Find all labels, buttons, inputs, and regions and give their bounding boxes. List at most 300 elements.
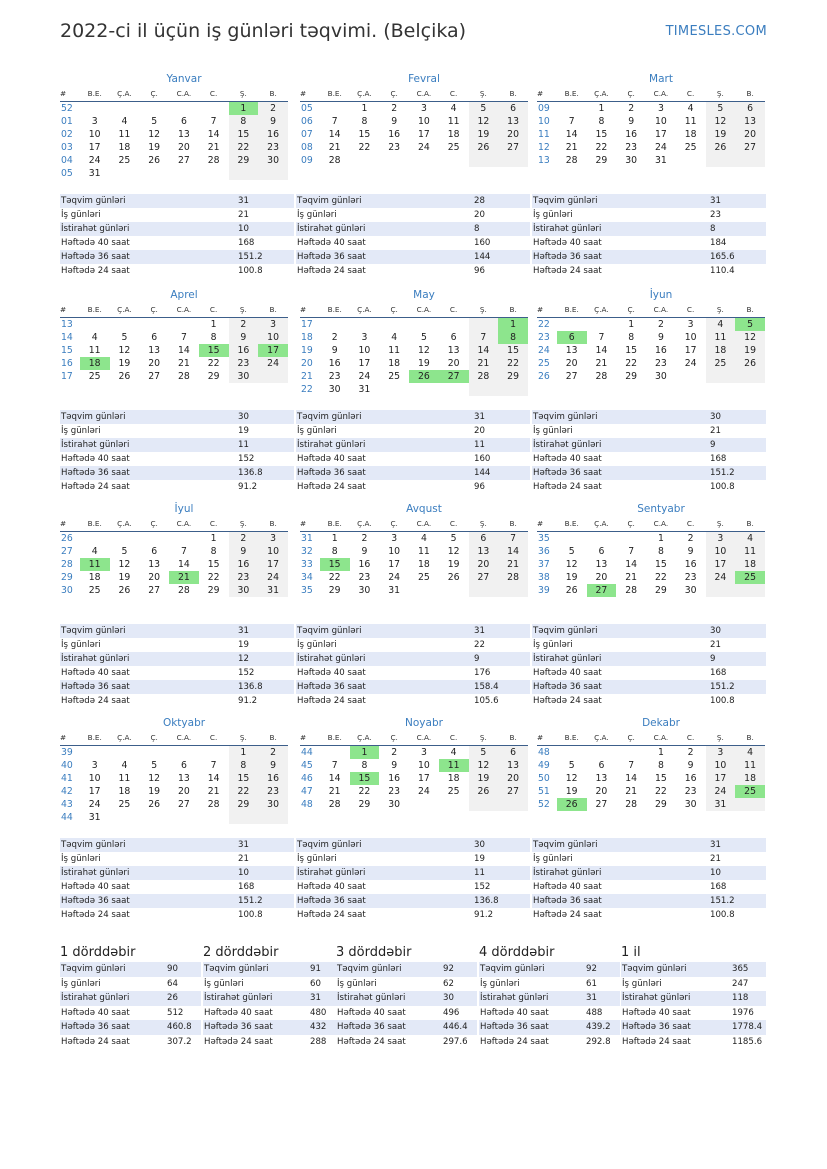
day-cell[interactable]: 19 <box>469 128 499 141</box>
day-cell[interactable]: 6 <box>450 332 457 343</box>
day-cell[interactable]: 30 <box>654 371 667 382</box>
day-cell[interactable]: 6 <box>151 546 158 557</box>
day-cell[interactable]: 30 <box>684 585 697 596</box>
day-cell[interactable]: 29 <box>229 798 259 811</box>
day-cell[interactable]: 18 <box>388 358 401 369</box>
day-cell[interactable]: 17 <box>706 772 736 785</box>
day-cell[interactable]: 10 <box>258 545 288 558</box>
day-cell[interactable]: 6 <box>557 331 587 344</box>
day-cell[interactable]: 6 <box>598 546 605 557</box>
day-cell[interactable]: 13 <box>595 559 608 570</box>
day-cell[interactable]: 4 <box>121 760 128 771</box>
day-cell[interactable]: 11 <box>80 558 110 571</box>
day-cell[interactable]: 28 <box>595 371 608 382</box>
day-cell[interactable]: 13 <box>148 345 161 356</box>
day-cell[interactable]: 1 <box>229 102 259 115</box>
day-cell[interactable]: 9 <box>361 546 368 557</box>
day-cell[interactable]: 2 <box>391 103 398 114</box>
day-cell[interactable]: 29 <box>625 371 638 382</box>
day-cell[interactable]: 26 <box>409 370 439 383</box>
day-cell[interactable]: 15 <box>654 559 667 570</box>
day-cell[interactable]: 20 <box>565 358 578 369</box>
day-cell[interactable]: 17 <box>706 558 736 571</box>
day-cell[interactable]: 3 <box>657 103 664 114</box>
day-cell[interactable]: 31 <box>358 384 371 395</box>
day-cell[interactable]: 21 <box>469 357 499 370</box>
day-cell[interactable]: 30 <box>229 370 259 383</box>
day-cell[interactable]: 21 <box>328 786 341 797</box>
day-cell[interactable]: 7 <box>180 546 187 557</box>
day-cell[interactable]: 12 <box>706 115 736 128</box>
day-cell[interactable]: 25 <box>118 155 131 166</box>
day-cell[interactable]: 23 <box>328 371 341 382</box>
day-cell[interactable]: 25 <box>735 571 765 584</box>
day-cell[interactable]: 5 <box>420 332 427 343</box>
day-cell[interactable]: 21 <box>595 358 608 369</box>
day-cell[interactable]: 18 <box>417 559 430 570</box>
day-cell[interactable]: 26 <box>447 572 460 583</box>
day-cell[interactable]: 2 <box>657 319 664 330</box>
day-cell[interactable]: 30 <box>258 154 288 167</box>
day-cell[interactable]: 3 <box>391 533 398 544</box>
day-cell[interactable]: 20 <box>177 786 190 797</box>
day-cell[interactable]: 25 <box>417 572 430 583</box>
day-cell[interactable]: 20 <box>735 128 765 141</box>
day-cell[interactable]: 3 <box>91 760 98 771</box>
day-cell[interactable]: 18 <box>80 357 110 370</box>
day-cell[interactable]: 4 <box>91 546 98 557</box>
day-cell[interactable]: 22 <box>654 572 667 583</box>
day-cell[interactable]: 24 <box>417 786 430 797</box>
day-cell[interactable]: 22 <box>625 358 638 369</box>
day-cell[interactable]: 19 <box>118 358 131 369</box>
day-cell[interactable]: 26 <box>706 141 736 154</box>
day-cell[interactable]: 24 <box>258 571 288 584</box>
day-cell[interactable]: 2 <box>229 318 259 331</box>
day-cell[interactable]: 15 <box>229 128 259 141</box>
day-cell[interactable]: 31 <box>654 155 667 166</box>
day-cell[interactable]: 28 <box>565 155 578 166</box>
day-cell[interactable]: 29 <box>654 585 667 596</box>
day-cell[interactable]: 21 <box>207 142 220 153</box>
day-cell[interactable]: 7 <box>628 760 635 771</box>
day-cell[interactable]: 27 <box>148 371 161 382</box>
day-cell[interactable]: 22 <box>358 142 371 153</box>
day-cell[interactable]: 12 <box>469 115 499 128</box>
day-cell[interactable]: 27 <box>177 155 190 166</box>
day-cell[interactable]: 30 <box>625 155 638 166</box>
day-cell[interactable]: 13 <box>177 129 190 140</box>
day-cell[interactable]: 13 <box>148 559 161 570</box>
day-cell[interactable]: 25 <box>88 585 101 596</box>
day-cell[interactable]: 19 <box>148 786 161 797</box>
day-cell[interactable]: 28 <box>328 155 341 166</box>
day-cell[interactable]: 2 <box>258 746 288 759</box>
day-cell[interactable]: 10 <box>706 759 736 772</box>
day-cell[interactable]: 1 <box>361 103 368 114</box>
day-cell[interactable]: 28 <box>207 155 220 166</box>
day-cell[interactable]: 7 <box>210 116 217 127</box>
day-cell[interactable]: 27 <box>148 585 161 596</box>
day-cell[interactable]: 11 <box>735 759 765 772</box>
day-cell[interactable]: 10 <box>417 760 430 771</box>
day-cell[interactable]: 25 <box>735 785 765 798</box>
day-cell[interactable]: 16 <box>388 773 401 784</box>
day-cell[interactable]: 5 <box>735 318 765 331</box>
day-cell[interactable]: 9 <box>687 546 694 557</box>
day-cell[interactable]: 7 <box>598 332 605 343</box>
day-cell[interactable]: 9 <box>258 115 288 128</box>
day-cell[interactable]: 9 <box>229 545 259 558</box>
day-cell[interactable]: 16 <box>328 358 341 369</box>
day-cell[interactable]: 18 <box>735 772 765 785</box>
day-cell[interactable]: 15 <box>320 558 350 571</box>
day-cell[interactable]: 12 <box>118 345 131 356</box>
day-cell[interactable]: 9 <box>331 345 338 356</box>
day-cell[interactable]: 3 <box>420 747 427 758</box>
day-cell[interactable]: 28 <box>625 585 638 596</box>
day-cell[interactable]: 19 <box>735 344 765 357</box>
day-cell[interactable]: 23 <box>258 785 288 798</box>
day-cell[interactable]: 31 <box>706 798 736 811</box>
day-cell[interactable]: 4 <box>420 533 427 544</box>
day-cell[interactable]: 10 <box>388 546 401 557</box>
day-cell[interactable]: 23 <box>654 358 667 369</box>
day-cell[interactable]: 5 <box>469 102 499 115</box>
day-cell[interactable]: 12 <box>469 759 499 772</box>
day-cell[interactable]: 10 <box>706 545 736 558</box>
day-cell[interactable]: 10 <box>358 345 371 356</box>
day-cell[interactable]: 17 <box>88 142 101 153</box>
day-cell[interactable]: 9 <box>391 760 398 771</box>
day-cell[interactable]: 12 <box>417 345 430 356</box>
day-cell[interactable]: 23 <box>229 571 259 584</box>
day-cell[interactable]: 28 <box>625 799 638 810</box>
day-cell[interactable]: 1 <box>331 533 338 544</box>
day-cell[interactable]: 6 <box>180 116 187 127</box>
day-cell[interactable]: 26 <box>118 585 131 596</box>
day-cell[interactable]: 7 <box>568 116 575 127</box>
day-cell[interactable]: 28 <box>207 799 220 810</box>
day-cell[interactable]: 19 <box>565 786 578 797</box>
day-cell[interactable]: 20 <box>595 572 608 583</box>
day-cell[interactable]: 8 <box>361 116 368 127</box>
day-cell[interactable]: 26 <box>735 357 765 370</box>
day-cell[interactable]: 27 <box>469 571 499 584</box>
day-cell[interactable]: 4 <box>735 746 765 759</box>
day-cell[interactable]: 13 <box>177 773 190 784</box>
day-cell[interactable]: 7 <box>180 332 187 343</box>
day-cell[interactable]: 3 <box>706 532 736 545</box>
day-cell[interactable]: 17 <box>417 129 430 140</box>
day-cell[interactable]: 23 <box>388 786 401 797</box>
day-cell[interactable]: 19 <box>565 572 578 583</box>
day-cell[interactable]: 28 <box>177 585 190 596</box>
day-cell[interactable]: 14 <box>207 129 220 140</box>
day-cell[interactable]: 27 <box>565 371 578 382</box>
day-cell[interactable]: 27 <box>439 370 469 383</box>
day-cell[interactable]: 8 <box>210 332 217 343</box>
day-cell[interactable]: 16 <box>388 129 401 140</box>
day-cell[interactable]: 26 <box>469 785 499 798</box>
day-cell[interactable]: 22 <box>229 785 259 798</box>
day-cell[interactable]: 18 <box>684 129 697 140</box>
day-cell[interactable]: 28 <box>328 799 341 810</box>
day-cell[interactable]: 5 <box>469 746 499 759</box>
day-cell[interactable]: 29 <box>654 799 667 810</box>
day-cell[interactable]: 1 <box>657 533 664 544</box>
day-cell[interactable]: 6 <box>180 760 187 771</box>
day-cell[interactable]: 3 <box>258 318 288 331</box>
day-cell[interactable]: 16 <box>358 559 371 570</box>
day-cell[interactable]: 27 <box>595 799 608 810</box>
day-cell[interactable]: 2 <box>361 533 368 544</box>
day-cell[interactable]: 10 <box>88 129 101 140</box>
day-cell[interactable]: 7 <box>331 760 338 771</box>
day-cell[interactable]: 6 <box>498 102 528 115</box>
day-cell[interactable]: 14 <box>207 773 220 784</box>
day-cell[interactable]: 12 <box>735 331 765 344</box>
day-cell[interactable]: 10 <box>88 773 101 784</box>
day-cell[interactable]: 4 <box>391 332 398 343</box>
day-cell[interactable]: 12 <box>118 559 131 570</box>
day-cell[interactable]: 19 <box>469 772 499 785</box>
day-cell[interactable]: 24 <box>258 357 288 370</box>
day-cell[interactable]: 4 <box>91 332 98 343</box>
day-cell[interactable]: 11 <box>735 545 765 558</box>
day-cell[interactable]: 14 <box>469 344 499 357</box>
day-cell[interactable]: 21 <box>169 571 199 584</box>
day-cell[interactable]: 20 <box>447 358 460 369</box>
day-cell[interactable]: 8 <box>598 116 605 127</box>
day-cell[interactable]: 1 <box>210 319 217 330</box>
day-cell[interactable]: 11 <box>88 345 101 356</box>
day-cell[interactable]: 23 <box>358 572 371 583</box>
day-cell[interactable]: 22 <box>207 358 220 369</box>
day-cell[interactable]: 1 <box>210 533 217 544</box>
day-cell[interactable]: 6 <box>498 746 528 759</box>
day-cell[interactable]: 26 <box>118 371 131 382</box>
day-cell[interactable]: 17 <box>358 358 371 369</box>
day-cell[interactable]: 24 <box>88 155 101 166</box>
day-cell[interactable]: 15 <box>498 344 528 357</box>
day-cell[interactable]: 23 <box>625 142 638 153</box>
day-cell[interactable]: 1 <box>657 747 664 758</box>
day-cell[interactable]: 4 <box>735 532 765 545</box>
day-cell[interactable]: 7 <box>331 116 338 127</box>
day-cell[interactable]: 10 <box>654 116 667 127</box>
day-cell[interactable]: 16 <box>229 558 259 571</box>
day-cell[interactable]: 16 <box>654 345 667 356</box>
day-cell[interactable]: 3 <box>420 103 427 114</box>
day-cell[interactable]: 30 <box>258 798 288 811</box>
day-cell[interactable]: 29 <box>207 371 220 382</box>
day-cell[interactable]: 28 <box>177 371 190 382</box>
day-cell[interactable]: 2 <box>687 533 694 544</box>
day-cell[interactable]: 24 <box>706 571 736 584</box>
day-cell[interactable]: 11 <box>684 116 697 127</box>
day-cell[interactable]: 27 <box>177 799 190 810</box>
day-cell[interactable]: 24 <box>654 142 667 153</box>
day-cell[interactable]: 18 <box>447 773 460 784</box>
day-cell[interactable]: 25 <box>447 786 460 797</box>
day-cell[interactable]: 20 <box>148 572 161 583</box>
day-cell[interactable]: 9 <box>391 116 398 127</box>
day-cell[interactable]: 9 <box>657 332 664 343</box>
day-cell[interactable]: 7 <box>628 546 635 557</box>
day-cell[interactable]: 22 <box>328 572 341 583</box>
day-cell[interactable]: 2 <box>258 102 288 115</box>
day-cell[interactable]: 10 <box>417 116 430 127</box>
day-cell[interactable]: 17 <box>388 559 401 570</box>
day-cell[interactable]: 16 <box>684 559 697 570</box>
day-cell[interactable]: 17 <box>417 773 430 784</box>
day-cell[interactable]: 18 <box>88 572 101 583</box>
day-cell[interactable]: 16 <box>258 128 288 141</box>
day-cell[interactable]: 12 <box>565 559 578 570</box>
day-cell[interactable]: 21 <box>565 142 578 153</box>
day-cell[interactable]: 3 <box>361 332 368 343</box>
day-cell[interactable]: 27 <box>587 584 617 597</box>
day-cell[interactable]: 14 <box>595 345 608 356</box>
day-cell[interactable]: 29 <box>498 370 528 383</box>
day-cell[interactable]: 1 <box>598 103 605 114</box>
day-cell[interactable]: 22 <box>358 786 371 797</box>
day-cell[interactable]: 5 <box>121 546 128 557</box>
day-cell[interactable]: 22 <box>207 572 220 583</box>
day-cell[interactable]: 8 <box>331 546 338 557</box>
day-cell[interactable]: 7 <box>498 532 528 545</box>
day-cell[interactable]: 3 <box>91 116 98 127</box>
day-cell[interactable]: 2 <box>391 747 398 758</box>
day-cell[interactable]: 21 <box>625 572 638 583</box>
day-cell[interactable]: 5 <box>151 760 158 771</box>
day-cell[interactable]: 11 <box>118 129 131 140</box>
day-cell[interactable]: 25 <box>706 357 736 370</box>
day-cell[interactable]: 26 <box>469 141 499 154</box>
day-cell[interactable]: 30 <box>328 384 341 395</box>
day-cell[interactable]: 16 <box>258 772 288 785</box>
day-cell[interactable]: 12 <box>447 546 460 557</box>
day-cell[interactable]: 24 <box>417 142 430 153</box>
day-cell[interactable]: 5 <box>121 332 128 343</box>
day-cell[interactable]: 29 <box>229 154 259 167</box>
day-cell[interactable]: 21 <box>498 558 528 571</box>
day-cell[interactable]: 13 <box>447 345 460 356</box>
day-cell[interactable]: 17 <box>654 129 667 140</box>
day-cell[interactable]: 30 <box>229 584 259 597</box>
day-cell[interactable]: 21 <box>625 786 638 797</box>
day-cell[interactable]: 24 <box>88 799 101 810</box>
day-cell[interactable]: 28 <box>498 571 528 584</box>
day-cell[interactable]: 31 <box>88 812 101 823</box>
day-cell[interactable]: 3 <box>258 532 288 545</box>
day-cell[interactable]: 22 <box>229 141 259 154</box>
day-cell[interactable]: 9 <box>258 759 288 772</box>
day-cell[interactable]: 11 <box>706 331 736 344</box>
day-cell[interactable]: 12 <box>148 773 161 784</box>
day-cell[interactable]: 13 <box>498 759 528 772</box>
day-cell[interactable]: 12 <box>565 773 578 784</box>
day-cell[interactable]: 29 <box>328 585 341 596</box>
day-cell[interactable]: 19 <box>447 559 460 570</box>
day-cell[interactable]: 23 <box>684 572 697 583</box>
day-cell[interactable]: 11 <box>388 345 401 356</box>
day-cell[interactable]: 1 <box>498 318 528 331</box>
day-cell[interactable]: 13 <box>469 545 499 558</box>
day-cell[interactable]: 14 <box>328 773 341 784</box>
day-cell[interactable]: 25 <box>388 371 401 382</box>
day-cell[interactable]: 31 <box>258 584 288 597</box>
day-cell[interactable]: 21 <box>177 358 190 369</box>
day-cell[interactable]: 26 <box>565 585 578 596</box>
day-cell[interactable]: 18 <box>735 558 765 571</box>
day-cell[interactable]: 20 <box>498 128 528 141</box>
day-cell[interactable]: 7 <box>210 760 217 771</box>
brand-link[interactable]: TIMESLES.COM <box>665 24 767 39</box>
day-cell[interactable]: 20 <box>148 358 161 369</box>
day-cell[interactable]: 24 <box>706 785 736 798</box>
day-cell[interactable]: 15 <box>229 772 259 785</box>
day-cell[interactable]: 6 <box>735 102 765 115</box>
day-cell[interactable]: 3 <box>706 746 736 759</box>
day-cell[interactable]: 31 <box>388 585 401 596</box>
day-cell[interactable]: 2 <box>687 747 694 758</box>
day-cell[interactable]: 18 <box>118 142 131 153</box>
day-cell[interactable]: 15 <box>207 559 220 570</box>
day-cell[interactable]: 13 <box>498 115 528 128</box>
day-cell[interactable]: 14 <box>625 559 638 570</box>
day-cell[interactable]: 19 <box>417 358 430 369</box>
day-cell[interactable]: 15 <box>625 345 638 356</box>
day-cell[interactable]: 14 <box>625 773 638 784</box>
day-cell[interactable]: 3 <box>687 319 694 330</box>
day-cell[interactable]: 5 <box>568 760 575 771</box>
day-cell[interactable]: 1 <box>350 746 380 759</box>
day-cell[interactable]: 23 <box>388 142 401 153</box>
day-cell[interactable]: 10 <box>258 331 288 344</box>
day-cell[interactable]: 5 <box>450 533 457 544</box>
day-cell[interactable]: 20 <box>177 142 190 153</box>
day-cell[interactable]: 20 <box>595 786 608 797</box>
day-cell[interactable]: 14 <box>498 545 528 558</box>
day-cell[interactable]: 9 <box>229 331 259 344</box>
day-cell[interactable]: 27 <box>498 785 528 798</box>
day-cell[interactable]: 8 <box>229 759 259 772</box>
day-cell[interactable]: 4 <box>706 318 736 331</box>
day-cell[interactable]: 4 <box>450 103 457 114</box>
day-cell[interactable]: 19 <box>118 572 131 583</box>
day-cell[interactable]: 5 <box>706 102 736 115</box>
day-cell[interactable]: 7 <box>469 331 499 344</box>
day-cell[interactable]: 26 <box>557 798 587 811</box>
day-cell[interactable]: 4 <box>687 103 694 114</box>
day-cell[interactable]: 13 <box>595 773 608 784</box>
day-cell[interactable]: 18 <box>706 344 736 357</box>
day-cell[interactable]: 23 <box>229 357 259 370</box>
day-cell[interactable]: 13 <box>565 345 578 356</box>
day-cell[interactable]: 18 <box>118 786 131 797</box>
day-cell[interactable]: 25 <box>88 371 101 382</box>
day-cell[interactable]: 8 <box>361 760 368 771</box>
day-cell[interactable]: 14 <box>177 345 190 356</box>
day-cell[interactable]: 11 <box>417 546 430 557</box>
day-cell[interactable]: 16 <box>684 773 697 784</box>
day-cell[interactable]: 29 <box>358 799 371 810</box>
day-cell[interactable]: 15 <box>199 344 229 357</box>
day-cell[interactable]: 23 <box>258 141 288 154</box>
day-cell[interactable]: 14 <box>565 129 578 140</box>
